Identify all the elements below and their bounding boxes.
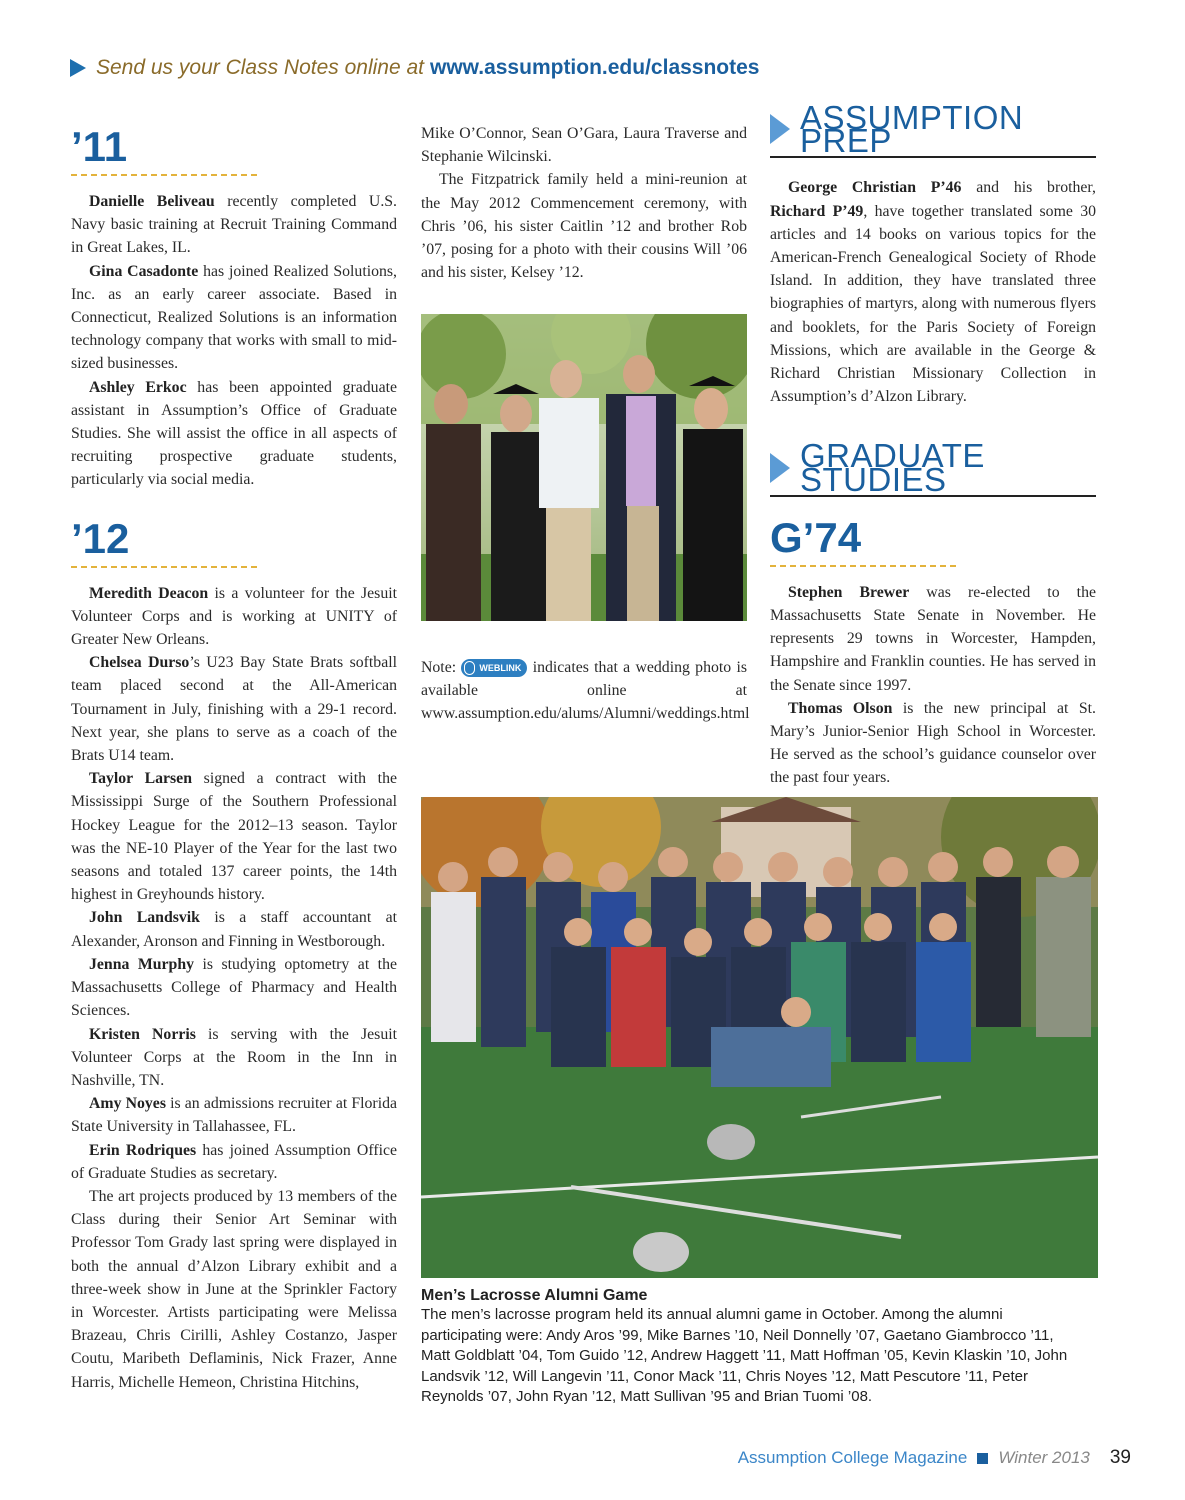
weblink-note bbox=[421, 656, 750, 726]
column-three bbox=[770, 99, 1096, 790]
class-year-11-heading: ’11 bbox=[71, 123, 128, 170]
banner-lead: Send us your Class Notes online at bbox=[96, 56, 425, 79]
prep-note: George Christian P’46 and his brother, Richard P’49, have together translated some 30 articles and 14 books on various topics for the American-French Genealogical Society of Rhode Island. In addition, they have translated three biographies of martyrs, along with numerous flyers and booklets, for the Paris Society of Foreign Missions, which are available in the George & Richard Christian Missionary Collection in Assumption’s d’Alzon Library. bbox=[770, 179, 1096, 406]
graduation-photo-illustration bbox=[421, 314, 747, 621]
grad-year-heading: G’74 bbox=[770, 513, 862, 561]
column-one bbox=[71, 124, 397, 1394]
footer-square-icon bbox=[977, 1453, 988, 1464]
class-notes-link[interactable]: www.assumption.edu/classnotes bbox=[430, 56, 760, 79]
class-note: Ashley Erkoc has been appointed graduate assistant in Assumption’s Office of Graduate Studies. She will assist the office in all aspects of recruiting prospective graduate students, particularly via social media. bbox=[71, 378, 397, 489]
play-arrow-icon bbox=[770, 114, 790, 144]
fitzpatrick-family-photo bbox=[421, 314, 747, 621]
page-footer bbox=[738, 1447, 1131, 1469]
lacrosse-team-photo bbox=[421, 797, 1098, 1278]
page-number: 39 bbox=[1109, 1447, 1131, 1468]
class-note: Chelsea Durso’s U23 Bay State Brats softball team placed second at the All-American Tournament in July, finishing with a 29-1 record. Next year, she plans to serve as a coach of the Brats U14 team. bbox=[71, 654, 397, 765]
issue-label: Winter 2013 bbox=[998, 1448, 1090, 1467]
class-note: Danielle Beliveau recently completed U.S. Navy basic training at Recruit Training Command in Great Lakes, IL. bbox=[71, 193, 397, 257]
graduate-studies-heading: GRADUATE STUDIES bbox=[770, 444, 1096, 496]
weblink-badge[interactable]: WEBLINK bbox=[461, 659, 527, 677]
heading-divider bbox=[71, 566, 257, 568]
class-note: Gina Casadonte has joined Realized Solutions, Inc. as an early career associate. Based in Connecticut, Realized Solutions is an information technology company that works with small to mid-sized businesses. bbox=[71, 262, 397, 373]
continued-note: Mike O’Connor, Sean O’Gara, Laura Traverse and Stephanie Wilcinski. bbox=[421, 125, 747, 166]
fitzpatrick-note: The Fitzpatrick family held a mini-reunion at the May 2012 Commencement ceremony, with Chris ’06, his sister Caitlin ’12 and brother Rob ’07, posing for a photo with their cousins Will ’06 and his sister, Kelsey ’12. bbox=[421, 171, 747, 282]
caption-body: The men’s lacrosse program held its annual alumni game in October. Among the alumni participating were: Andy Aros ’99, Mike Barnes ’10, Neil Donnelly ’07, Gaetano Giambrocco ’11, Matt Goldblatt ’04, Tom Guido ’12, Andrew Haggett ’11, Matt Hoffman ’05, Kevin Klaskin ’10, John Landsvik ’12, Will Langevin ’11, Conor Mack ’11, Chris Noyes ’12, Matt Pescutore ’11, Peter Reynolds ’07, John Ryan ’12, Matt Sullivan ’95 and Brian Tuomi ’08. bbox=[421, 1306, 1068, 1405]
class-year-12-heading: ’12 bbox=[71, 514, 130, 562]
grad-note: Stephen Brewer was re-elected to the Massachusetts State Senate in November. He represents 29 towns in Worcester, Hampden, Hampshire and Franklin counties. He has served in the Senate since 1997. bbox=[770, 583, 1096, 694]
class-notes-banner bbox=[70, 56, 759, 80]
class-note: Jenna Murphy is studying optometry at the Massachusetts College of Pharmacy and Health Sciences. bbox=[71, 955, 397, 1020]
class-note: Taylor Larsen signed a contract with the Mississippi Surge of the Southern Professional Hockey League for the 2012–13 season. Taylor was the NE-10 Player of the Year for the last two seasons and totaled 137 career points, the 14th highest in Greyhounds history. bbox=[71, 770, 397, 904]
mouse-icon bbox=[464, 661, 475, 675]
class-note: Amy Noyes is an admissions recruiter at Florida State University in Tallahassee, FL. bbox=[71, 1095, 397, 1136]
class-note: Kristen Norris is serving with the Jesuit Volunteer Corps at the Room in the Inn in Nashville, TN. bbox=[71, 1025, 397, 1089]
class-note: John Landsvik is a staff accountant at Alexander, Aronson and Finning in Westborough. bbox=[71, 909, 397, 950]
heading-divider bbox=[770, 565, 956, 567]
class-note: Meredith Deacon is a volunteer for the Jesuit Volunteer Corps and is working at UNITY of Greater New Orleans. bbox=[71, 584, 398, 649]
play-arrow-icon bbox=[70, 59, 86, 77]
grad-note: Thomas Olson is the new principal at St. Mary’s Junior-Senior High School in Worcester. He served as the school’s guidance counselor over the past four years. bbox=[770, 699, 1096, 787]
magazine-title: Assumption College Magazine bbox=[737, 1448, 968, 1467]
column-two bbox=[421, 122, 747, 284]
lacrosse-caption bbox=[421, 1287, 1098, 1408]
play-arrow-icon bbox=[770, 453, 790, 483]
note-label: Note: bbox=[421, 659, 457, 676]
class-note: The art projects produced by 13 members of the Class during their Senior Art Seminar with Professor Tom Grady last spring were displayed in both the annual d’Alzon Library exhibit and a three-week show in June at the Sprinkler Factory in Worcester. Artists participating were Melissa Brazeau, Chris Cirilli, Ashley Costanzo, Jasper Coutu, Maribeth Deflaminis, Nick Frazer, Anne Harris, Michelle Hemeon, Christina Hitchins, bbox=[71, 1187, 397, 1391]
class-note: Erin Rodriques has joined Assumption Office of Graduate Studies as secretary. bbox=[71, 1141, 397, 1182]
note-text: indicates that a wedding photo is available online at www.assumption.edu/alums/Alumni/weddings.html bbox=[421, 659, 750, 723]
caption-title: Men’s Lacrosse Alumni Game bbox=[421, 1287, 648, 1304]
heading-divider bbox=[71, 174, 257, 176]
assumption-prep-heading: ASSUMPTION PREP bbox=[770, 106, 1096, 158]
lacrosse-photo-illustration bbox=[421, 797, 1098, 1278]
